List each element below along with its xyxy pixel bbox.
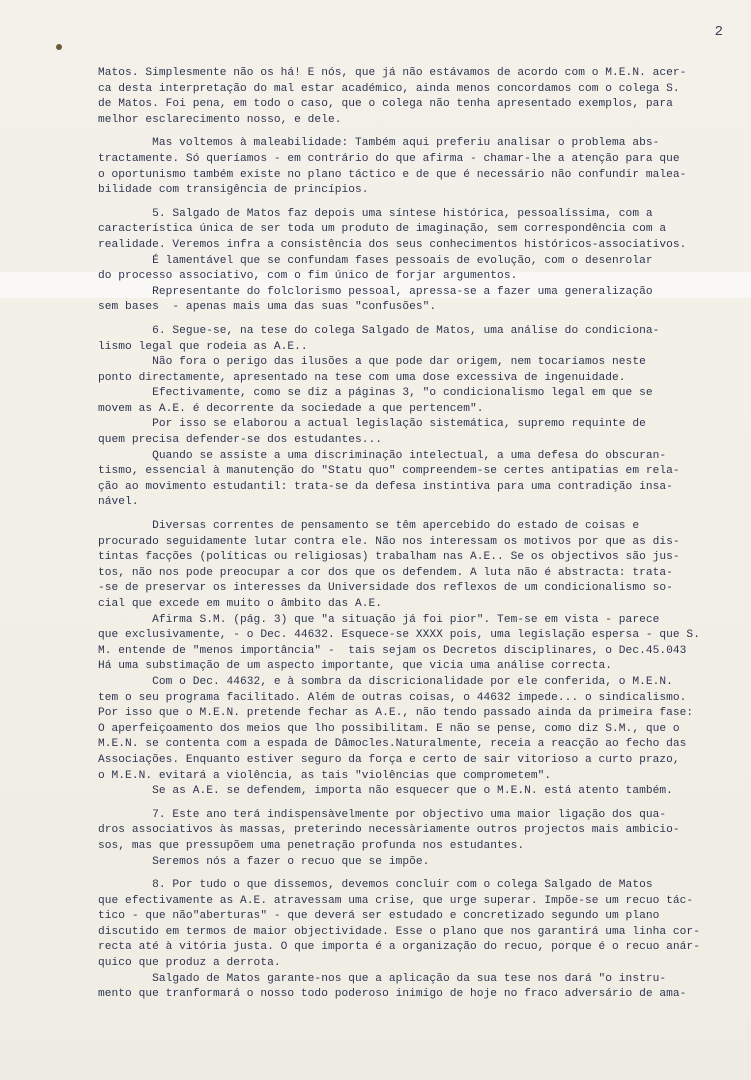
text-line: realidade. Veremos infra a consistência dos seus conhecimentos históricos-associativos. [98, 238, 687, 251]
text-line: sos, mas que pressupõem uma penetração profunda nos estudantes. [98, 839, 525, 852]
text-line: tractamente. Só queríamos - em contrário do que afirma - chamar-lhe a atenção para que [98, 152, 680, 165]
text-line: movem as A.E. é decorrente da sociedade a que pertencem". [98, 402, 484, 415]
text-line: Há uma substimação de um aspecto importante, que vicia uma análise correcta. [98, 660, 613, 673]
paragraph-gap [98, 128, 718, 136]
text-line: 6. Segue-se, na tese do colega Salgado de Matos, uma análise do condiciona- [98, 324, 660, 337]
paragraph [98, 207, 718, 316]
text-line: o oportunismo também existe no plano táctico e de que é necessário não confundir malea- [98, 168, 687, 181]
text-line: É lamentável que se confundam fases pessoais de evolução, com o desenrolar [98, 254, 653, 267]
text-line: Com o Dec. 44632, e à sombra da discricionalidade por ele conferida, o M.E.N. [98, 675, 673, 688]
text-line: lismo legal que rodeia as A.E.. [98, 340, 308, 353]
text-line: Se as A.E. se defendem, importa não esquecer que o M.E.N. está atento também. [98, 785, 673, 798]
text-line: procurado seguidamente lutar contra ele. Não nos interessam os motivos por que as dis- [98, 535, 680, 548]
text-line: -se de preservar os interesses da Universidade dos reflexos de um condicionalismo so- [98, 582, 673, 595]
text-line: Efectivamente, como se diz a páginas 3, "o condicionalismo legal em que se [98, 387, 653, 400]
text-line: tismo, essencial à manutenção do "Statu quo" compreendem-se certes antipatias em rela- [98, 465, 680, 478]
paragraph [98, 878, 718, 1003]
paragraph [98, 808, 718, 870]
text-line: cial que excede em muito o âmbito das A.E. [98, 598, 383, 610]
text-line: Salgado de Matos garante-nos que a aplicação da sua tese nos dará "o instru- [98, 972, 667, 985]
paragraph-gap [98, 800, 718, 808]
paragraph-gap [98, 316, 718, 324]
text-line: dros associativos às massas, preterindo necessàriamente outros projectos mais ambicio- [98, 824, 680, 837]
text-line: Afirma S.M. (pág. 3) que "a situação já foi pior". Tem-se em vista - parece [98, 613, 660, 626]
text-line: recta até à vitória justa. O que importa é a organização do recuo, porque é o recuo anár- [98, 941, 700, 954]
paragraph [98, 136, 718, 198]
text-line: ponto directamente, apresentado na tese com uma dose excessiva de ingenuidade. [98, 371, 626, 384]
paragraph [98, 519, 718, 800]
paragraph [98, 66, 718, 128]
text-line: Associações. Enquanto estiver seguro da força e certo de sair vitorioso a curto prazo, [98, 753, 680, 766]
text-line: O aperfeiçoamento dos meios que lho possibilitam. E não se pense, como diz S.M., que o [98, 722, 680, 735]
text-line: melhor esclarecimento nosso, e dele. [98, 113, 342, 126]
text-line: Representante do folclorismo pessoal, apressa-se a fazer uma generalização [98, 285, 653, 298]
text-line: ção ao movimento estudantil: trata-se da defesa instintiva para uma contradição insa- [98, 480, 673, 493]
text-line: nável. [98, 496, 139, 509]
text-line: quico que produz a derrota. [98, 957, 281, 970]
paragraph-gap [98, 870, 718, 878]
text-line: sem bases - apenas mais uma das suas "confusões". [98, 301, 437, 314]
text-line: tem o seu programa facilitado. Além de outras coisas, o 44632 impede... o sindicalismo. [98, 691, 687, 704]
typewritten-body [98, 66, 718, 1003]
text-line: Diversas correntes de pensamento se têm apercebido do estado de coisas e [98, 520, 640, 533]
text-line: quem precisa defender-se dos estudantes... [98, 434, 383, 447]
text-line: que exclusivamente, - o Dec. 44632. Esquece-se XXXX pois, uma legislação espersa - que S. [98, 629, 700, 642]
text-line: Não fora o perigo das ilusões a que pode dar origem, nem tocaríamos neste [98, 356, 646, 369]
text-line: Quando se assiste a uma discriminação intelectual, a uma defesa do obscuran- [98, 449, 667, 462]
text-line: discutido em termos de maior objectividade. Esse o plano que nos garantirá uma linha cor- [98, 925, 700, 938]
paragraph-gap [98, 511, 718, 519]
text-line: M. entende de "menos importância" - tais sejam os Decretos disciplinares, o Dec.45.043 [98, 644, 687, 657]
text-line: 8. Por tudo o que dissemos, devemos concluir com o colega Salgado de Matos [98, 879, 653, 892]
text-line: tos, não nos pode preocupar a cor dos que os defendem. A luta não é abstracta: trata- [98, 566, 673, 579]
punch-hole-mark [56, 44, 62, 50]
paragraph-gap [98, 199, 718, 207]
text-line: Mas voltemos à maleabilidade: Também aqui preferiu analisar o problema abs- [98, 137, 660, 150]
text-line: que efectivamente as A.E. atravessam uma crise, que urge superar. Impõe-se um recuo tác- [98, 894, 694, 907]
text-line: ca desta interpretação do mal estar académico, ainda menos concordamos com o colega S. [98, 82, 680, 95]
text-line: Por isso se elaborou a actual legislação sistemática, supremo requinte de [98, 418, 646, 431]
text-line: mento que tranformará o nosso todo poderoso inimigo de hoje no fraco adversário de ama- [98, 988, 687, 1001]
page-number: 2 [714, 24, 723, 40]
text-line: do processo associativo, com o fim único de forjar argumentos. [98, 270, 518, 283]
text-line: Seremos nós a fazer o recuo que se impõe. [98, 855, 430, 868]
text-line: de Matos. Foi pena, em todo o caso, que o colega não tenha apresentado exemplos, para [98, 98, 673, 111]
text-line: Matos. Simplesmente não os há! E nós, que já não estávamos de acordo com o M.E.N. acer- [98, 67, 687, 79]
paragraph [98, 324, 718, 511]
text-line: 7. Este ano terá indispensàvelmente por objectivo uma maior ligação dos qua- [98, 808, 667, 821]
text-line: tico - que não"aberturas" - que deverá ser estudado e concretizado segundo um plano [98, 910, 660, 923]
text-line: característica única de ser toda um produto de imaginação, sem correspondência com a [98, 223, 667, 236]
text-line: M.E.N. se contenta com a espada de Dâmocles.Naturalmente, receia a reacção ao fecho das [98, 738, 687, 751]
text-line: tintas facções (políticas ou religiosas) trabalham nas A.E.. Se os objectivos são jus- [98, 551, 680, 564]
text-line: Por isso que o M.E.N. pretende fechar as A.E., não tendo passado ainda da primeira fase: [98, 707, 694, 720]
text-line: 5. Salgado de Matos faz depois uma síntese histórica, pessoalíssima, com a [98, 207, 653, 220]
text-line: o M.E.N. evitará a violência, as tais "violências que comprometem". [98, 769, 552, 782]
text-line: bilidade com transigência de princípios. [98, 184, 369, 197]
